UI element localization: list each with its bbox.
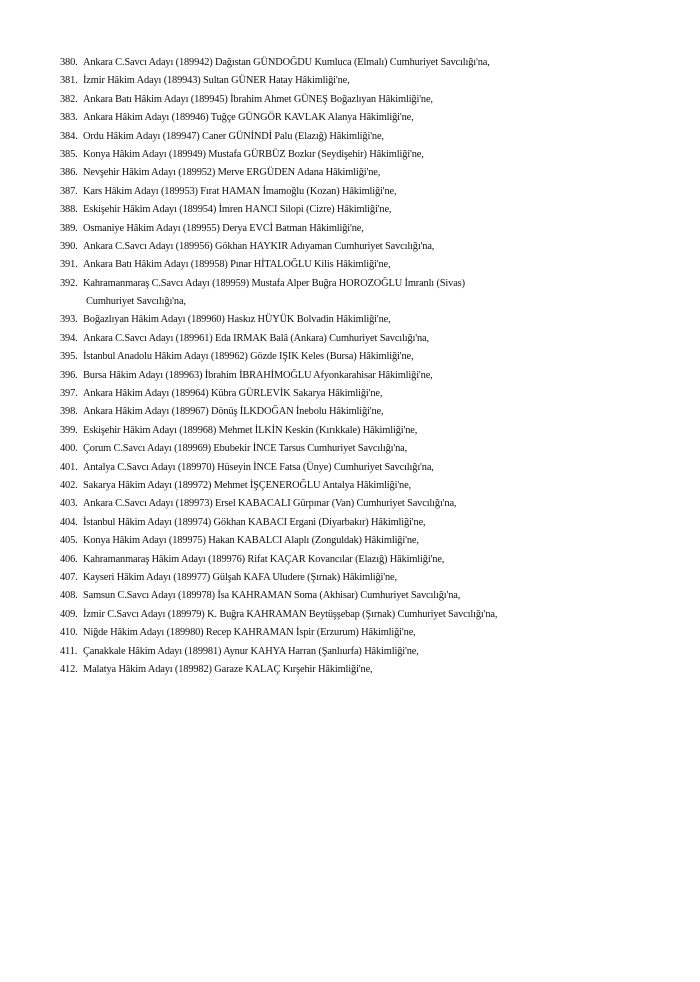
list-item-number: 392. (60, 277, 78, 289)
list-item (60, 462, 670, 474)
list-item-text (83, 535, 670, 547)
list-item-text (83, 646, 670, 658)
list-item-number: 399. (60, 424, 78, 436)
list-item-text (83, 57, 670, 69)
list-item-text-line: Niğde Hâkim Adayı (189980) Recep KAHRAMAN İspir (Erzurum) Hâkimliği'ne, (83, 627, 416, 639)
list-item-number: 393. (60, 314, 78, 326)
list-item-text-line: Bursa Hâkim Adayı (189963) İbrahim İBRAHİMOĞLU Afyonkarahisar Hâkimliği'ne, (83, 369, 433, 381)
list-item (60, 572, 670, 584)
list-item (60, 223, 670, 235)
list-item-number: 381. (60, 75, 78, 87)
list-item (60, 480, 670, 492)
list-item-text (83, 259, 670, 271)
list-item (60, 406, 670, 418)
list-item-text-line: Antalya C.Savcı Adayı (189970) Hüseyin İNCE Fatsa (Ünye) Cumhuriyet Savcılığı'na, (83, 461, 434, 473)
list-item-number: 386. (60, 167, 78, 179)
list-item (60, 498, 670, 510)
list-item-text-line: İzmir Hâkim Adayı (189943) Sultan GÜNER Hatay Hâkimliği'ne, (83, 75, 350, 87)
list-item-text (83, 554, 670, 566)
list-item-text (83, 314, 670, 326)
list-item-text-line: Ankara C.Savcı Adayı (189942) Dağıstan GÜNDOĞDU Kumluca (Elmalı) Cumhuriyet Savcılığı'na, (83, 57, 490, 68)
list-item (60, 517, 670, 529)
list-item-text-line: Ankara Hâkim Adayı (189964) Kübra GÜRLEVİK Sakarya Hâkimliği'ne, (83, 388, 383, 400)
list-item (60, 590, 670, 602)
list-item-text (83, 223, 670, 235)
list-item-number: 397. (60, 388, 78, 400)
list-item-text-line: Nevşehir Hâkim Adayı (189952) Merve ERGÜDEN Adana Hâkimliği'ne, (83, 167, 381, 179)
list-item-text-line: Konya Hâkim Adayı (189949) Mustafa GÜRBÜZ Bozkır (Seydişehir) Hâkimliği'ne, (83, 148, 424, 160)
list-item (60, 241, 670, 253)
list-item-text-line: Çanakkale Hâkim Adayı (189981) Aynur KAHYA Harran (Şanlıurfa) Hâkimliği'ne, (83, 645, 419, 657)
list-item-text (83, 94, 670, 106)
list-item-text (83, 609, 670, 621)
list-item (60, 131, 670, 143)
list-item (60, 314, 670, 326)
appointment-list (60, 57, 670, 682)
list-item-number: 380. (60, 57, 78, 68)
list-item (60, 443, 670, 455)
list-item (60, 167, 670, 179)
list-item-number: 401. (60, 461, 78, 473)
list-item-text (83, 590, 670, 602)
list-item (60, 554, 670, 566)
list-item-text-line: İstanbul Hâkim Adayı (189974) Gökhan KABACI Ergani (Diyarbakır) Hâkimliği'ne, (83, 516, 426, 528)
list-item-number: 395. (60, 351, 78, 363)
list-item-text (83, 333, 670, 345)
list-item-number: 403. (60, 498, 78, 510)
list-item (60, 425, 670, 437)
list-item-number: 383. (60, 112, 78, 124)
list-item-text-line: Ankara C.Savcı Adayı (189961) Eda IRMAK Balâ (Ankara) Cumhuriyet Savcılığı'na, (83, 332, 429, 344)
list-item-number: 398. (60, 406, 78, 418)
list-item-text-line: Kayseri Hâkim Adayı (189977) Gülşah KAFA Uludere (Şırnak) Hâkimliği'ne, (83, 571, 397, 583)
list-item-text-line: İstanbul Anadolu Hâkim Adayı (189962) Gözde IŞIK Keles (Bursa) Hâkimliği'ne, (83, 351, 414, 363)
list-item (60, 278, 670, 308)
list-item-text (83, 517, 670, 529)
list-item-text-line: Ankara Batı Hâkim Adayı (189945) İbrahim Ahmet GÜNEŞ Boğazlıyan Hâkimliği'ne, (83, 93, 433, 105)
list-item-text (83, 370, 670, 382)
list-item (60, 646, 670, 658)
list-item-text-continuation: Cumhuriyet Savcılığı'na, (86, 296, 186, 308)
list-item-number: 409. (60, 608, 78, 620)
list-item (60, 112, 670, 124)
list-item-text (83, 664, 670, 676)
list-item-text (83, 425, 670, 437)
list-item-number: 391. (60, 259, 78, 271)
list-item-text (83, 627, 670, 639)
list-item-text (83, 112, 670, 124)
list-item-number: 407. (60, 571, 78, 583)
list-item (60, 259, 670, 271)
list-item-number: 396. (60, 369, 78, 381)
list-item-text-line: Ankara Hâkim Adayı (189967) Dönüş İLKDOĞAN İnebolu Hâkimliği'ne, (83, 406, 384, 418)
list-item-text (83, 388, 670, 400)
list-item (60, 204, 670, 216)
list-item-text-line: Kars Hâkim Adayı (189953) Fırat HAMAN İmamoğlu (Kozan) Hâkimliği'ne, (83, 185, 397, 197)
list-item-number: 387. (60, 185, 78, 197)
list-item-text (83, 278, 670, 308)
list-item (60, 609, 670, 621)
list-item-text (83, 572, 670, 584)
list-item-text (83, 406, 670, 418)
list-item (60, 535, 670, 547)
list-item-text-line: Ankara C.Savcı Adayı (189973) Ersel KABACALI Gürpınar (Van) Cumhuriyet Savcılığı'na, (83, 498, 457, 510)
list-item-text (83, 75, 670, 87)
list-item-text-line: Kahramanmaraş Hâkim Adayı (189976) Rifat KAÇAR Kovancılar (Elazığ) Hâkimliği'ne, (83, 553, 445, 565)
list-item-text (83, 241, 670, 253)
list-item-text-line: Ankara Batı Hâkim Adayı (189958) Pınar HİTALOĞLU Kilis Hâkimliği'ne, (83, 259, 391, 271)
list-item-text (83, 167, 670, 179)
list-item-number: 382. (60, 93, 78, 105)
list-item-text-line: Ankara C.Savcı Adayı (189956) Gökhan HAYKIR Adıyaman Cumhuriyet Savcılığı'na, (83, 240, 435, 252)
list-item-text (83, 480, 670, 492)
list-item-number: 402. (60, 479, 78, 491)
list-item (60, 333, 670, 345)
list-item (60, 149, 670, 161)
list-item-text-line: Ankara Hâkim Adayı (189946) Tuğçe GÜNGÖR KAVLAK Alanya Hâkimliği'ne, (83, 112, 414, 124)
list-item-text-line: Kahramanmaraş C.Savcı Adayı (189959) Mustafa Alper Buğra HOROZOĞLU İmranlı (Sivas) (83, 277, 465, 289)
list-item (60, 370, 670, 382)
list-item-number: 411. (60, 645, 78, 657)
list-item-number: 405. (60, 535, 78, 547)
list-item (60, 94, 670, 106)
list-item-text (83, 351, 670, 363)
list-item-text (83, 131, 670, 143)
list-item-number: 388. (60, 204, 78, 216)
list-item-number: 406. (60, 553, 78, 565)
list-item-text (83, 443, 670, 455)
list-item-text-line: Samsun C.Savcı Adayı (189978) İsa KAHRAMAN Soma (Akhisar) Cumhuriyet Savcılığı'na, (83, 590, 461, 602)
list-item-text (83, 498, 670, 510)
list-item (60, 57, 670, 69)
list-item-text-line: İzmir C.Savcı Adayı (189979) K. Buğra KAHRAMAN Beytüşşebap (Şırnak) Cumhuriyet Savcılığı'na, (83, 608, 498, 620)
list-item-text-line: Malatya Hâkim Adayı (189982) Garaze KALAÇ Kırşehir Hâkimliği'ne, (83, 663, 373, 675)
list-item-text-line: Çorum C.Savcı Adayı (189969) Ebubekir İNCE Tarsus Cumhuriyet Savcılığı'na, (83, 443, 408, 455)
list-item (60, 388, 670, 400)
list-item (60, 186, 670, 198)
list-item-number: 390. (60, 240, 78, 252)
list-item-text (83, 462, 670, 474)
list-item-text-line: Osmaniye Hâkim Adayı (189955) Derya EVCİ Batman Hâkimliği'ne, (83, 222, 364, 234)
list-item-number: 412. (60, 663, 78, 675)
list-item-number: 394. (60, 332, 78, 344)
list-item-text-line: Boğazlıyan Hâkim Adayı (189960) Haskız HÜYÜK Bolvadin Hâkimliği'ne, (83, 314, 391, 326)
list-item-text (83, 186, 670, 198)
list-item-number: 385. (60, 148, 78, 160)
list-item (60, 627, 670, 639)
list-item (60, 75, 670, 87)
list-item-number: 408. (60, 590, 78, 602)
list-item-text-line: Konya Hâkim Adayı (189975) Hakan KABALCI Alaplı (Zonguldak) Hâkimliği'ne, (83, 535, 419, 547)
list-item-text (83, 149, 670, 161)
list-item-text-line: Eskişehir Hâkim Adayı (189968) Mehmet İLKİN Keskin (Kırıkkale) Hâkimliği'ne, (83, 424, 418, 436)
list-item-number: 384. (60, 130, 78, 142)
list-item-text (83, 204, 670, 216)
list-item-number: 389. (60, 222, 78, 234)
list-item-text-line: Eskişehir Hâkim Adayı (189954) İmren HANCI Silopi (Cizre) Hâkimliği'ne, (83, 204, 392, 216)
list-item (60, 664, 670, 676)
list-item-number: 400. (60, 443, 78, 455)
list-item (60, 351, 670, 363)
list-item-text-line: Ordu Hâkim Adayı (189947) Caner GÜNİNDİ Palu (Elazığ) Hâkimliği'ne, (83, 130, 384, 142)
list-item-number: 410. (60, 627, 78, 639)
list-item-text-line: Sakarya Hâkim Adayı (189972) Mehmet İŞÇENEROĞLU Antalya Hâkimliği'ne, (83, 479, 412, 491)
list-item-number: 404. (60, 516, 78, 528)
